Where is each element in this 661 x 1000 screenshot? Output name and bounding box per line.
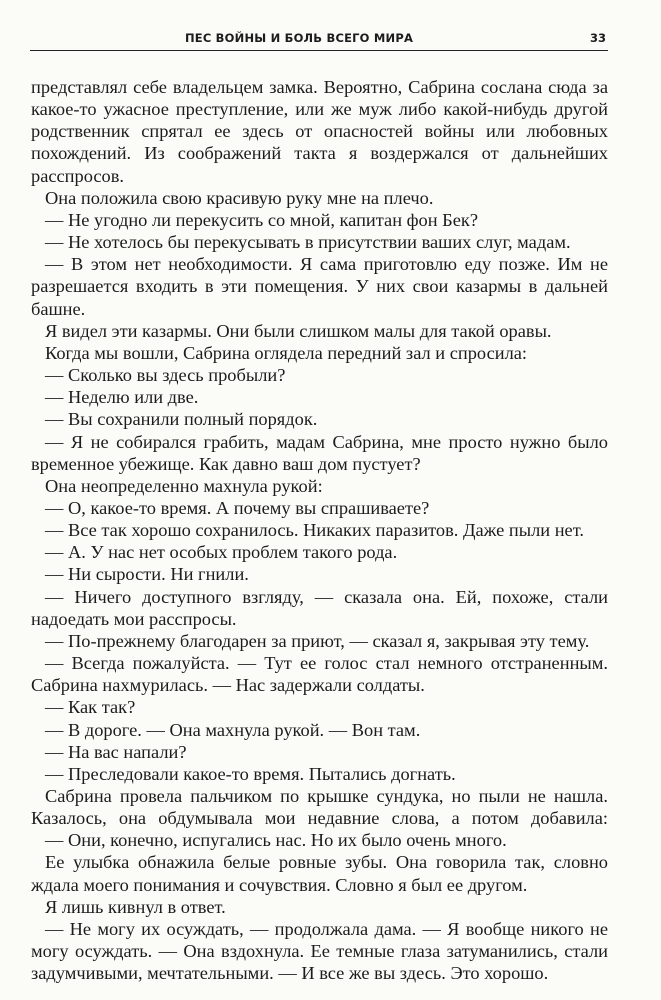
paragraph: — А. У нас нет особых проблем такого рода. (45, 542, 398, 563)
paragraph: — Не угодно ли перекусить со мной, капитан фон Бек? (45, 209, 479, 230)
paragraph: Я видел эти казармы. Они были слишком малы для такой оравы. (45, 320, 552, 341)
page-number: 33 (589, 31, 606, 45)
paragraph: — Как так? (45, 697, 136, 718)
paragraph: Сабрина провела пальчиком по крышке сундука, но пыли не нашла. Казалось, она обдумывала мои недавние слова, а потом добавила: (31, 786, 608, 829)
paragraph: — Не хотелось бы перекусывать в присутствии ваших слуг, мадам. (45, 232, 571, 253)
paragraph: — Всегда пожалуйста. — Тут ее голос стал немного отстраненным. Сабрина нахмурилась. — Нас задержали солдаты. (31, 653, 608, 696)
page-header (30, 30, 608, 46)
running-title: ПЕС ВОЙНЫ И БОЛЬ ВСЕГО МИРА (184, 31, 414, 45)
paragraph: — Ни сырости. Ни гнили. (45, 564, 249, 585)
paragraph: представлял себе владельцем замка. Вероятно, Сабрина сослана сюда за какое-то ужасное преступление, или же муж либо какой-нибудь другой родственник спрятал ее здесь от опасностей войны или любовных похождений. Из соображений такта я воздержался от дальнейших расспросов. (31, 77, 608, 186)
paragraph: Ее улыбка обнажила белые ровные зубы. Она говорила так, словно ждала моего понимания и сочувствия. Словно я был ее другом. (31, 852, 608, 895)
paragraph: — Все так хорошо сохранилось. Никаких паразитов. Даже пыли нет. (45, 520, 584, 541)
paragraph: Она неопределенно махнула рукой: (45, 475, 323, 496)
paragraph: — На вас напали? (45, 741, 187, 762)
paragraph: Я лишь кивнул в ответ. (45, 896, 226, 917)
body-text (31, 76, 608, 984)
paragraph: — Они, конечно, испугались нас. Но их было очень много. (45, 830, 507, 851)
paragraph: — Ничего доступного взгляду, — сказала она. Ей, похоже, стали надоедать мои расспросы. (31, 586, 608, 629)
paragraph: Когда мы вошли, Сабрина оглядела передний зал и спросила: (45, 342, 528, 363)
paragraph: — В этом нет необходимости. Я сама приготовлю еду позже. Им не разрешается входить в эти помещения. У них свои казармы в дальней башне. (31, 254, 608, 319)
paragraph: — По-прежнему благодарен за приют, — сказал я, закрывая эту тему. (45, 630, 590, 651)
paragraph: — Преследовали какое-то время. Пытались догнать. (45, 763, 456, 784)
paragraph: — В дороге. — Она махнула рукой. — Вон там. (45, 719, 421, 740)
paragraph: — Я не собирался грабить, мадам Сабрина, мне просто нужно было временное убежище. Как давно ваш дом пустует? (31, 431, 608, 474)
paragraph: — Сколько вы здесь пробыли? (45, 365, 286, 386)
header-rule (30, 50, 608, 51)
paragraph: — О, какое-то время. А почему вы спрашиваете? (45, 497, 430, 518)
paragraph: — Неделю или две. (45, 387, 199, 408)
paragraph: — Вы сохранили полный порядок. (45, 409, 318, 430)
paragraph: — Не могу их осуждать, — продолжала дама. — Я вообще никого не могу осуждать. — Она вздохнула. Ее темные глаза затуманились, стали задумчивыми, мечтательными. — И все же вы здесь. Это хорошо. (31, 918, 608, 984)
paragraph: Она положила свою красивую руку мне на плечо. (45, 187, 434, 208)
